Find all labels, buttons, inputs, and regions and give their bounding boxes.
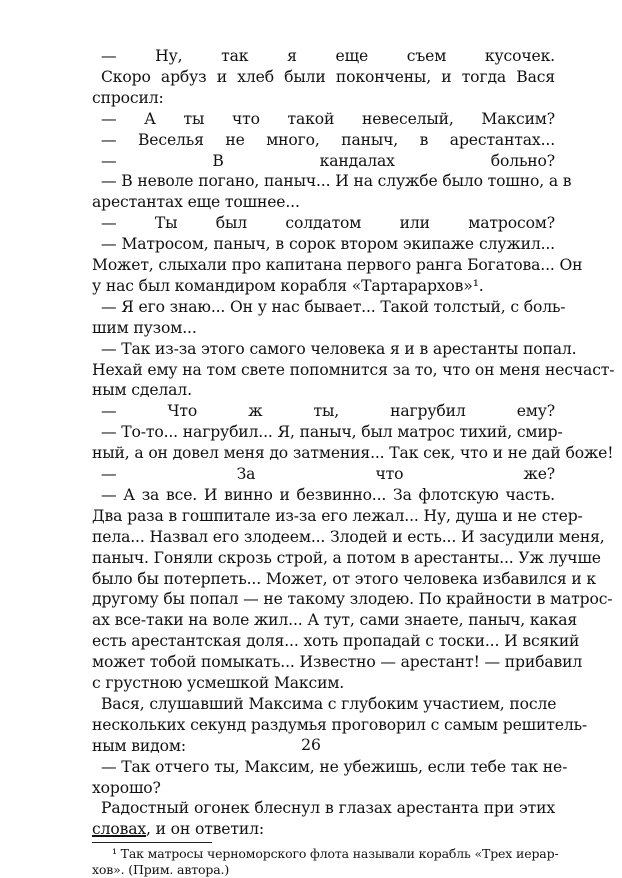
text-line: — За что же? [101,465,555,483]
footnote-divider [92,842,212,843]
text-line: — А ты что такой невеселый, Максим? [101,109,555,128]
text-line: паныч. Гоняли скрозь строй, а потом в арестанты... Уж лучше [92,548,601,567]
footnote-line: хов». (Прим. автора.) [92,862,230,878]
text-line: шим пузом... [92,318,197,337]
text-line: у нас был командиром корабля «Тартарархов»¹. [92,276,484,295]
text-line: — Ну, так я еще съем кусочек. [101,47,555,65]
text-line: — Так отчего ты, Максим, не убежишь, если тебе так не- [101,757,568,776]
text-line: — Что ж ты, нагрубил ему? [101,402,555,421]
text-line: арестантах еще тошнее... [92,193,300,212]
text-line: словах, и он ответил: [92,820,264,839]
text-line: — То-то... нагрубил... Я, паныч, был матрос тихий, смир- [101,423,563,442]
text-line: — А за все. И винно и безвинно... За флотскую часть. [101,485,555,504]
text-line: другому бы попал — не такому злодею. По крайности в матрос- [92,590,613,609]
text-line: было бы потерпеть... Может, от этого человека избавился и к [92,569,596,588]
text-line: — Так из-за этого самого человека я и в арестанты попал. [101,339,577,358]
text-line: ах все-таки на воле жил... А тут, сами знаете, паныч, какая [92,611,578,630]
text-line: Вася, слушавший Максима с глубоким участием, после [101,694,557,713]
text-line: ный, а он довел меня до затмения... Так сек, что и не дай боже! [92,444,614,463]
text-line: Два раза в гошпитале из-за его лежал... Ну, душа и не стер- [92,506,583,525]
text-line: нескольких секунд раздумья проговорил с самым решитель- [92,715,588,734]
footnote-line: ¹ Так матросы черноморского флота называли корабль «Трех иерар- [112,846,559,862]
text-line: есть арестантская доля... хоть пропадай с тоски... И всякий [92,632,580,651]
text-line: Скоро арбуз и хлеб были покончены, и тогда Вася [101,67,555,86]
text-line: — Матросом, паныч, в сорок втором экипаже служил... [101,235,555,254]
text-line: спросил: [92,88,164,107]
text-line: Нехай ему на том свете попомнится за то, что он меня несчаст- [92,360,615,379]
text-line: Радостный огонек блеснул в глазах арестанта при этих [101,799,555,818]
text-line: хорошо? [92,778,161,797]
text-line: — Веселья не много, паныч, в арестантах... [101,130,555,149]
text-line: — В кандалах больно? [101,151,555,170]
text-line: — Я его знаю... Он у нас бывает... Такой толстый, с боль- [101,297,566,316]
text-line: ным сделал. [92,381,192,400]
text-line: Может, слыхали про капитана первого ранга Богатова... Он [92,256,583,274]
text-line: — Ты был солдатом или матросом? [101,214,555,233]
text-line: с грустною усмешкой Максим. [92,674,345,692]
text-line: может тобой помыкать... Известно — арестант! — прибавил [92,653,583,672]
page-number: 26 [301,736,321,754]
text-line: ным видом: [92,736,186,755]
text-line: пела... Назвал его злодеем... Злодей и есть... И засудили меня, [92,527,605,546]
text-line: — В неволе погано, паныч... И на службе было тошно, а в [101,172,572,191]
